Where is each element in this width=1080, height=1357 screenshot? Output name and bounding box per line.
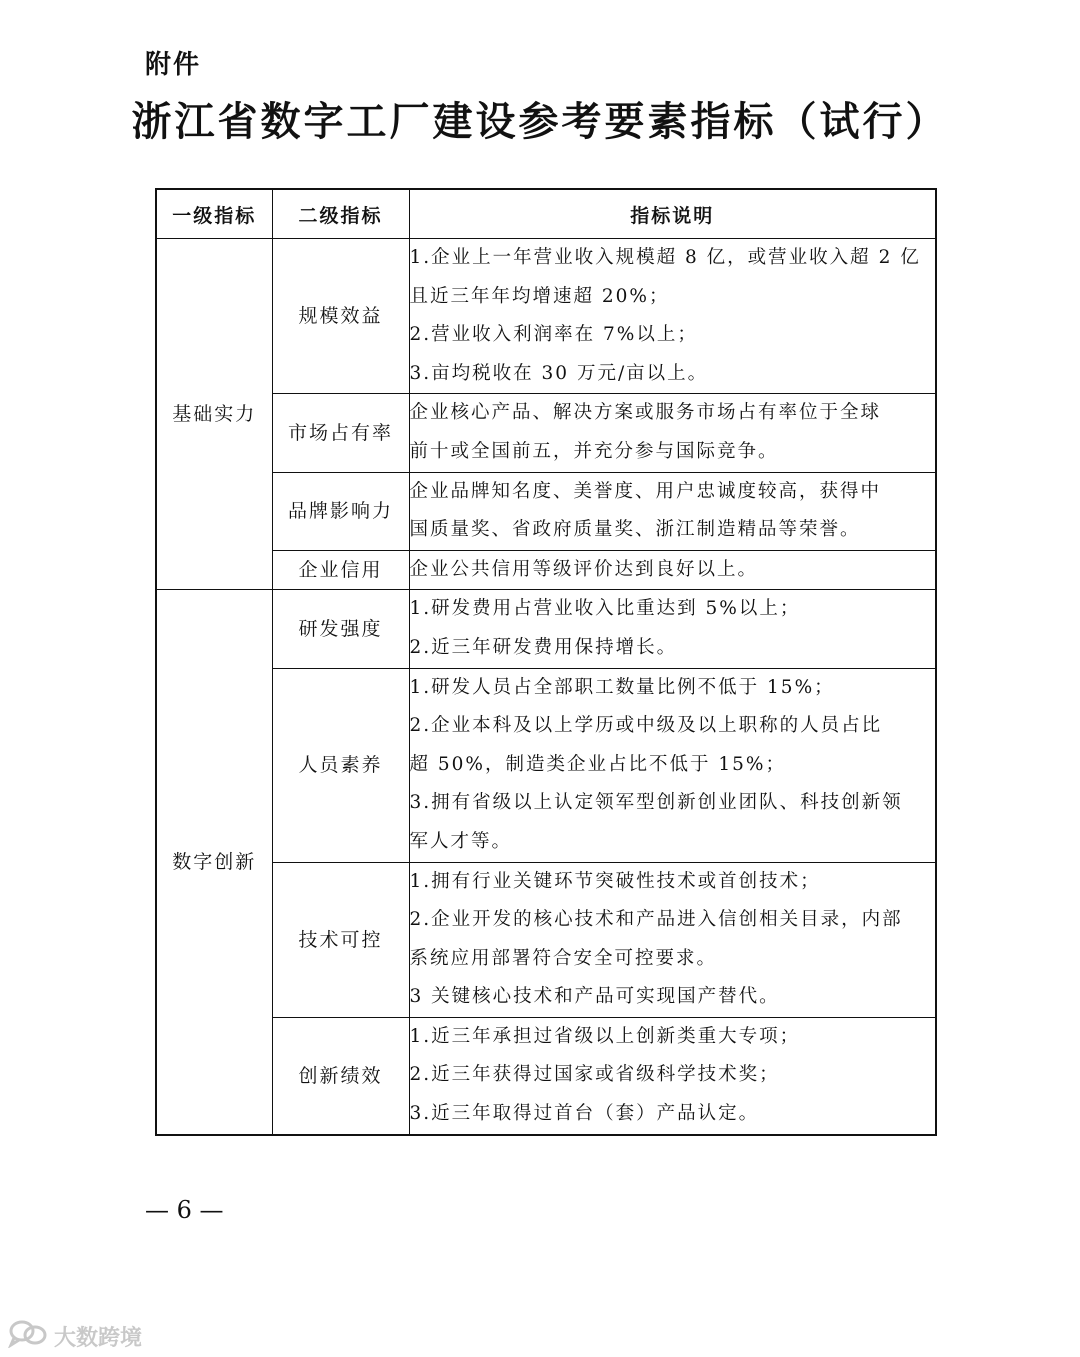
description-cell [409, 394, 936, 472]
level2-cell: 研发强度 [272, 590, 409, 668]
attachment-label: 附件 [145, 50, 202, 80]
description-line: 系统应用部署符合安全可控要求。 [409, 947, 718, 969]
column-header-description: 指标说明 [409, 189, 936, 239]
table-row [156, 1017, 936, 1134]
description-line: 军人才等。 [409, 830, 513, 852]
watermark [8, 1318, 142, 1354]
column-header-level2: 二级指标 [272, 189, 409, 239]
chat-bubbles-logo-icon [8, 1318, 48, 1354]
level2-cell: 规模效益 [272, 239, 409, 394]
description-cell [409, 1017, 936, 1134]
description-cell [409, 862, 936, 1017]
description-line: 3.亩均税收在 30 万元/亩以上。 [409, 362, 709, 384]
description-line: 1.近三年承担过省级以上创新类重大专项； [409, 1025, 801, 1047]
description-cell [409, 668, 936, 862]
description-line: 1.拥有行业关键环节突破性技术或首创技术； [409, 870, 821, 892]
description-line: 且近三年年均增速超 20%； [409, 285, 670, 307]
description-line: 1.研发人员占全部职工数量比例不低于 15%； [409, 676, 835, 698]
indicator-table [155, 188, 937, 1136]
table-row [156, 550, 936, 590]
level2-cell: 企业信用 [272, 550, 409, 590]
level2-cell: 人员素养 [272, 668, 409, 862]
table-row [156, 239, 936, 394]
table-row [156, 472, 936, 550]
level2-cell: 技术可控 [272, 862, 409, 1017]
description-line: 2.企业开发的核心技术和产品进入信创相关目录，内部 [409, 909, 903, 931]
description-line: 超 50%，制造类企业占比不低于 15%； [409, 753, 787, 775]
description-line: 国质量奖、省政府质量奖、浙江制造精品等荣誉。 [409, 519, 861, 541]
table-row [156, 668, 936, 862]
table-row [156, 590, 936, 668]
column-header-level1: 一级指标 [156, 189, 272, 239]
description-line: 2.近三年获得过国家或省级科学技术奖； [409, 1064, 780, 1086]
level2-cell: 品牌影响力 [272, 472, 409, 550]
table-row [156, 862, 936, 1017]
description-line: 1.企业上一年营业收入规模超 8 亿，或营业收入超 2 亿 [409, 247, 921, 268]
description-line: 2.企业本科及以上学历或中级及以上职称的人员占比 [409, 715, 883, 737]
description-cell [409, 472, 936, 550]
description-line: 企业品牌知名度、美誉度、用户忠诚度较高，获得中 [409, 480, 882, 502]
description-line: 2.营业收入利润率在 7%以上； [409, 324, 698, 346]
description-line: 前十或全国前五，并充分参与国际竞争。 [409, 440, 779, 462]
description-line: 企业核心产品、解决方案或服务市场占有率位于全球 [409, 402, 882, 424]
document-title: 浙江省数字工厂建设参考要素指标（试行） [131, 98, 949, 145]
description-line: 3.近三年取得过首台（套）产品认定。 [409, 1103, 760, 1125]
description-line: 3 关键核心技术和产品可实现国产替代。 [409, 986, 780, 1008]
watermark-text: 大数跨境 [54, 1325, 143, 1351]
description-line: 2.近三年研发费用保持增长。 [409, 636, 678, 658]
table-row [156, 394, 936, 472]
description-cell [409, 590, 936, 668]
level1-cell: 数字创新 [156, 590, 272, 1135]
description-line: 1.研发费用占营业收入比重达到 5%以上； [409, 598, 801, 620]
page-number: — 6 — [145, 1196, 224, 1224]
level2-cell: 创新绩效 [272, 1017, 409, 1134]
table-header-row [156, 189, 936, 239]
description-cell [409, 239, 936, 394]
level1-cell: 基础实力 [156, 239, 272, 590]
description-cell [409, 550, 936, 590]
description-line: 企业公共信用等级评价达到良好以上。 [409, 558, 759, 580]
description-line: 3.拥有省级以上认定领军型创新创业团队、科技创新领 [409, 792, 903, 814]
level2-cell: 市场占有率 [272, 394, 409, 472]
